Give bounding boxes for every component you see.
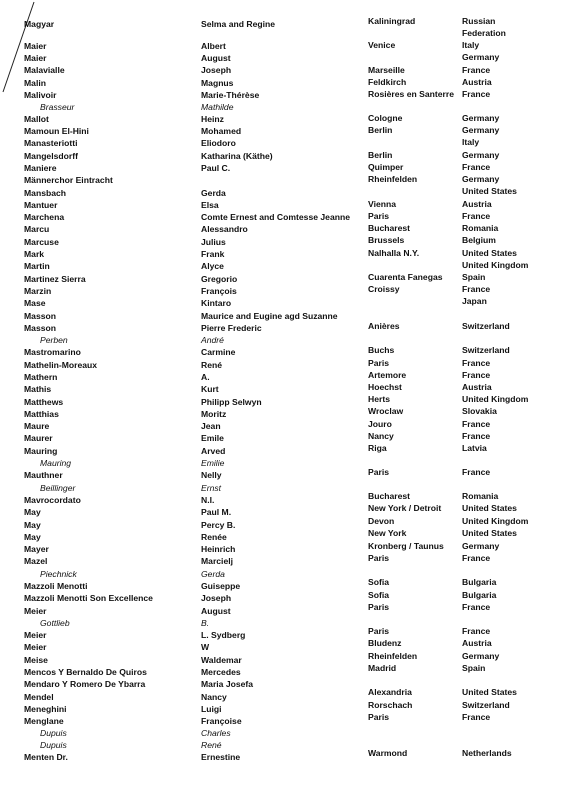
surname-cell: Dupuis [40,728,67,738]
country-cell: France [462,370,491,380]
city-cell: Berlin [368,150,393,160]
given-name-cell: Albert [201,41,226,51]
country-cell: Germany [462,150,500,160]
country-cell: France [462,89,491,99]
city-cell: Croissy [368,284,400,294]
given-name-cell: Moritz [201,409,227,419]
country-cell: United Kingdom [462,516,529,526]
surname-cell: Manasteriotti [24,138,78,148]
country-cell: United States [462,503,517,513]
surname-cell: Menten Dr. [24,752,68,762]
given-name-cell: Maria Josefa [201,679,254,689]
country-cell: France [462,162,491,172]
city-cell: Paris [368,712,390,722]
given-name-cell: Paul M. [201,507,232,517]
given-name-cell: W [201,642,210,652]
city-cell: Paris [368,553,390,563]
city-cell: Venice [368,40,396,50]
surname-cell: Beillinger [40,483,76,493]
surname-cell: Marcu [24,224,50,234]
surname-cell: Maurer [24,433,53,443]
given-name-cell: Gerda [201,569,225,579]
surname-cell: Mavrocordato [24,495,81,505]
given-name-cell: Katharina (Käthe) [201,151,273,161]
country-cell: Switzerland [462,700,510,710]
country-cell: France [462,65,491,75]
given-name-cell: Nancy [201,692,227,702]
given-name-cell: Mercedes [201,667,241,677]
given-name-cell: Heinz [201,114,224,124]
surname-cell: Mallot [24,114,49,124]
surname-cell: Mark [24,249,45,259]
surname-cell: Mansbach [24,188,67,198]
city-cell: Paris [368,358,390,368]
given-name-cell: Gerda [201,188,226,198]
given-name-cell: Kurt [201,384,219,394]
given-name-cell: Mohamed [201,126,242,136]
given-name-cell: Joseph [201,593,232,603]
given-name-cell: Julius [201,237,226,247]
city-cell: Madrid [368,663,397,673]
country-cell: United States [462,528,517,538]
city-cell: Buchs [368,345,395,355]
country-cell: France [462,602,491,612]
country-cell: Italy [462,137,480,147]
surname-cell: Mauring [24,446,58,456]
surname-cell: Mendaro Y Romero De Ybarra [24,679,146,689]
city-cell: Feldkirch [368,77,407,87]
country-cell: France [462,712,491,722]
surname-cell: Mastromarino [24,347,81,357]
surname-cell: Mencos Y Bernaldo De Quiros [24,667,147,677]
surname-cell: Mendel [24,692,54,702]
city-cell: New York [368,528,407,538]
country-cell: United States [462,687,517,697]
city-cell: Artemore [368,370,407,380]
country-cell: Germany [462,651,500,661]
city-cell: Riga [368,443,387,453]
surname-cell: Mauring [40,458,72,468]
given-name-cell: Carmine [201,347,236,357]
given-name-cell: Alyce [201,261,224,271]
given-name-cell: Ernst [201,483,222,493]
city-cell: Rheinfelden [368,651,418,661]
surname-cell: Masson [24,311,56,321]
surname-cell: Piechnick [40,569,77,579]
given-name-cell: Comte Ernest and Comtesse Jeanne [201,212,351,222]
surname-cell: May [24,532,41,542]
given-name-cell: Magnus [201,78,234,88]
given-name-cell: Percy B. [201,520,236,530]
surname-cell: Malavialle [24,65,65,75]
country-cell: France [462,211,491,221]
surname-cell: Dupuis [40,740,67,750]
given-name-cell: Luigi [201,704,222,714]
surname-cell: Meier [24,630,47,640]
given-name-cell: Mathilde [201,102,234,112]
city-cell: Kaliningrad [368,16,416,26]
surname-cell: Mazel [24,556,48,566]
city-cell: Cologne [368,113,403,123]
given-name-cell: Arved [201,446,226,456]
city-cell: Bucharest [368,491,411,501]
surname-cell: Maure [24,421,50,431]
surname-cell: Mathelin-Moreaux [24,360,98,370]
given-name-cell: Waldemar [201,655,242,665]
country-cell: Belgium [462,235,496,245]
country-cell: Austria [462,77,492,87]
given-name-cell: Maurice and Eugine agd Suzanne [201,311,338,321]
surname-cell: Martinez Sierra [24,274,86,284]
country-cell: Federation [462,28,506,38]
city-cell: Devon [368,516,395,526]
country-cell: Romania [462,223,499,233]
city-cell: Nalhalla N.Y. [368,248,420,258]
given-name-cell: Eliodoro [201,138,236,148]
given-name-cell: André [201,335,224,345]
surname-cell: Maier [24,53,47,63]
city-cell: Rorschach [368,700,413,710]
surname-cell: Mauthner [24,470,63,480]
country-cell: France [462,419,491,429]
city-cell: Rosières en Santerre [368,89,454,99]
surname-cell: May [24,507,41,517]
country-cell: Germany [462,52,500,62]
surname-cell: Masson [24,323,56,333]
surname-cell: Mazzoli Menotti [24,581,88,591]
given-name-cell: Renée [201,532,227,542]
country-cell: United Kingdom [462,260,529,270]
city-cell: Paris [368,211,390,221]
city-cell: Paris [368,602,390,612]
city-cell: Anières [368,321,400,331]
surname-cell: Matthias [24,409,59,419]
surname-cell: Malin [24,78,46,88]
given-name-cell: Frank [201,249,225,259]
surname-cell: Mangelsdorff [24,151,78,161]
given-name-cell: N.I. [201,495,215,505]
surname-cell: Maier [24,41,47,51]
city-cell: Herts [368,394,390,404]
given-name-cell: Paul C. [201,163,231,173]
surname-cell: Maniere [24,163,57,173]
country-cell: Netherlands [462,748,512,758]
surname-cell: Mazzoli Menotti Son Excellence [24,593,153,603]
city-cell: Sofia [368,590,390,600]
surname-cell: Meise [24,655,48,665]
surname-cell: Mayer [24,544,49,554]
given-name-cell: Philipp Selwyn [201,397,262,407]
country-cell: Austria [462,638,492,648]
surname-cell: Mamoun El-Hini [24,126,89,136]
given-name-cell: B. [201,618,210,628]
country-cell: Germany [462,174,500,184]
country-cell: Switzerland [462,345,510,355]
country-cell: Germany [462,113,500,123]
surname-cell: Mathis [24,384,52,394]
country-cell: France [462,358,491,368]
given-name-cell: Alessandro [201,224,248,234]
given-name-cell: Joseph [201,65,232,75]
given-name-cell: Ernestine [201,752,241,762]
country-cell: Romania [462,491,499,501]
city-cell: Warmond [368,748,408,758]
country-cell: Spain [462,272,486,282]
country-cell: Slovakia [462,406,497,416]
surname-cell: Matthews [24,397,64,407]
city-cell: Quimper [368,162,404,172]
given-name-cell: François [201,286,237,296]
surname-cell: Brasseur [40,102,75,112]
surname-cell: Magyar [24,19,55,29]
city-cell: Hoechst [368,382,402,392]
given-name-cell: August [201,606,231,616]
country-cell: Russian [462,16,496,26]
given-name-cell: Pierre Frederic [201,323,262,333]
country-cell: Japan [462,296,487,306]
city-cell: Marseille [368,65,405,75]
country-cell: United States [462,186,517,196]
given-name-cell: Kintaro [201,298,232,308]
country-cell: United States [462,248,517,258]
surname-cell: Meier [24,642,47,652]
surname-cell: Mase [24,298,46,308]
surname-cell: Menglane [24,716,64,726]
given-name-cell: Guiseppe [201,581,241,591]
country-cell: Germany [462,541,500,551]
city-cell: Paris [368,626,390,636]
city-cell: Kronberg / Taunus [368,541,444,551]
given-name-cell: Selma and Regine [201,19,276,29]
given-name-cell: Charles [201,728,231,738]
given-name-cell: Nelly [201,470,222,480]
city-cell: Bucharest [368,223,411,233]
surname-cell: Malivoir [24,90,57,100]
given-name-cell: René [201,360,223,370]
surname-cell: Martin [24,261,50,271]
city-cell: Jouro [368,419,392,429]
given-name-cell: Jean [201,421,221,431]
given-name-cell: Marcielj [201,556,234,566]
city-cell: Bludenz [368,638,402,648]
given-name-cell: Emile [201,433,224,443]
country-cell: Bulgaria [462,590,497,600]
given-name-cell: A. [201,372,210,382]
country-cell: Latvia [462,443,487,453]
city-cell: Berlin [368,125,393,135]
city-cell: Vienna [368,199,397,209]
city-cell: Rheinfelden [368,174,418,184]
city-cell: Brussels [368,235,405,245]
given-name-cell: August [201,53,231,63]
country-cell: Italy [462,40,480,50]
given-name-cell: Marie-Thérèse [201,90,260,100]
surname-cell: May [24,520,41,530]
country-cell: Germany [462,125,500,135]
country-cell: Austria [462,382,492,392]
city-cell: Cuarenta Fanegas [368,272,443,282]
country-cell: France [462,431,491,441]
country-cell: Austria [462,199,492,209]
given-name-cell: Heinrich [201,544,236,554]
surname-cell: Mathern [24,372,58,382]
given-name-cell: L. Sydberg [201,630,246,640]
city-cell: New York / Detroit [368,503,442,513]
surname-cell: Marchena [24,212,65,222]
city-cell: Paris [368,467,390,477]
surname-cell: Meier [24,606,47,616]
surname-cell: Männerchor Eintracht [24,175,113,185]
country-cell: Switzerland [462,321,510,331]
surname-cell: Marcuse [24,237,59,247]
given-name-cell: Françoise [201,716,242,726]
city-cell: Alexandria [368,687,412,697]
country-cell: Spain [462,663,486,673]
city-cell: Sofia [368,577,390,587]
given-name-cell: Gregorio [201,274,238,284]
country-cell: France [462,553,491,563]
surname-cell: Meneghini [24,704,67,714]
given-name-cell: René [201,740,222,750]
country-cell: United Kingdom [462,394,529,404]
city-cell: Wroclaw [368,406,404,416]
given-name-cell: Emilie [201,458,225,468]
given-name-cell: Elsa [201,200,219,210]
country-cell: France [462,467,491,477]
country-cell: Bulgaria [462,577,497,587]
surname-cell: Mantuer [24,200,58,210]
surname-cell: Marzin [24,286,52,296]
surname-cell: Gottlieb [40,618,70,628]
surname-cell: Perben [40,335,68,345]
city-cell: Nancy [368,431,394,441]
country-cell: France [462,284,491,294]
country-cell: France [462,626,491,636]
